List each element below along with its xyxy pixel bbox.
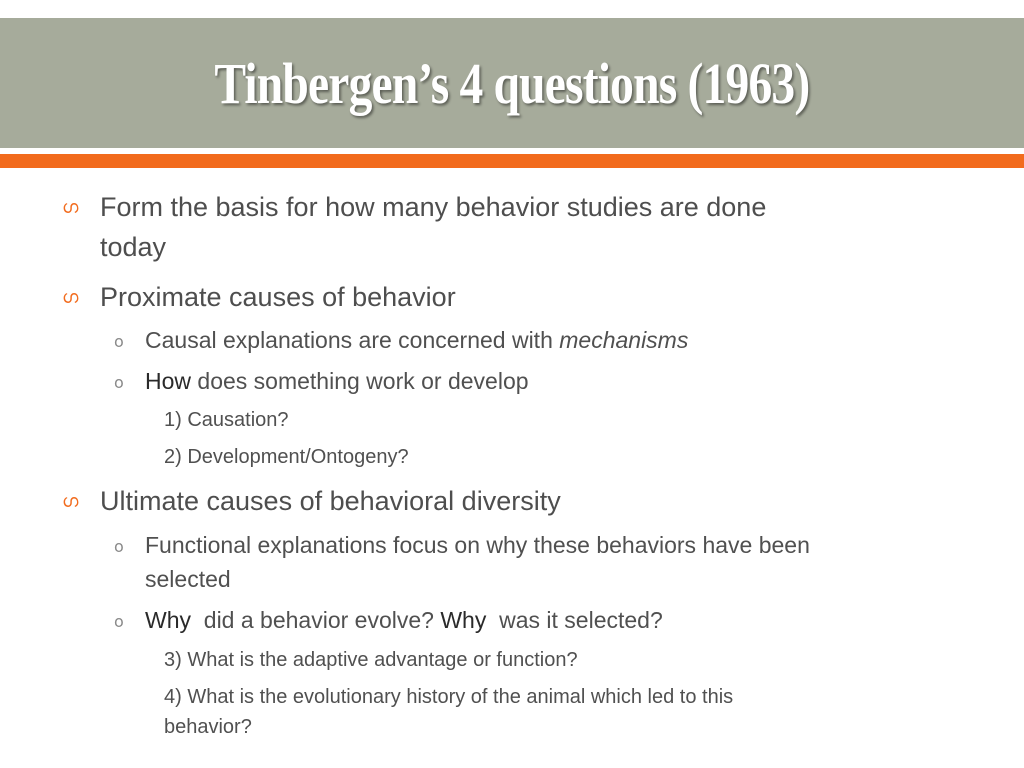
bullet-1-line-1: Form the basis for how many behavior studies are done [100,192,767,222]
sub-1-emphasis: mechanisms [559,327,689,353]
hollow-circle-icon: o [114,612,124,631]
bullet-3-sub-1-line-2: selected [145,566,231,592]
question-4-line-1: 4) What is the evolutionary history of the animal which led to this [164,686,734,708]
bullet-1-line-2: today [100,232,167,262]
hollow-circle-icon: o [114,332,124,351]
keyword-why-2: Why [440,607,487,633]
question-4-line-2: behavior? [164,716,252,738]
slide-title: Tinbergen’s 4 questions (1963) [214,50,810,116]
bullet-3-text: Ultimate causes of behavioral diversity [100,486,561,516]
keyword-how: How [145,368,192,394]
bullet-2-sub-1 [145,323,688,357]
sub-2-text-1: did a behavior evolve? [191,607,441,633]
question-3: 3) What is the adaptive advantage or function? [164,649,578,671]
question-2: 2) Development/Ontogeny? [164,446,409,468]
scroll-loop-icon: ഗ [62,491,79,512]
scroll-loop-icon: ഗ [62,287,79,308]
bullet-3-sub-1-line-1: Functional explanations focus on why these behaviors have been [145,532,810,558]
hollow-circle-icon: o [114,373,124,392]
bullet-3-sub-2 [145,603,663,637]
question-1: 1) Causation? [164,409,289,431]
sub-1-text: Causal explanations are concerned with [145,327,560,353]
keyword-why-1: Why [145,607,191,633]
sub-2-text: does something work or develop [191,368,529,394]
hollow-circle-icon: o [114,537,124,556]
sub-2-text-2: was it selected? [486,607,663,633]
bullet-2-text: Proximate causes of behavior [100,282,456,312]
scroll-loop-icon: ഗ [62,197,79,218]
bullet-2-sub-2 [145,364,529,398]
